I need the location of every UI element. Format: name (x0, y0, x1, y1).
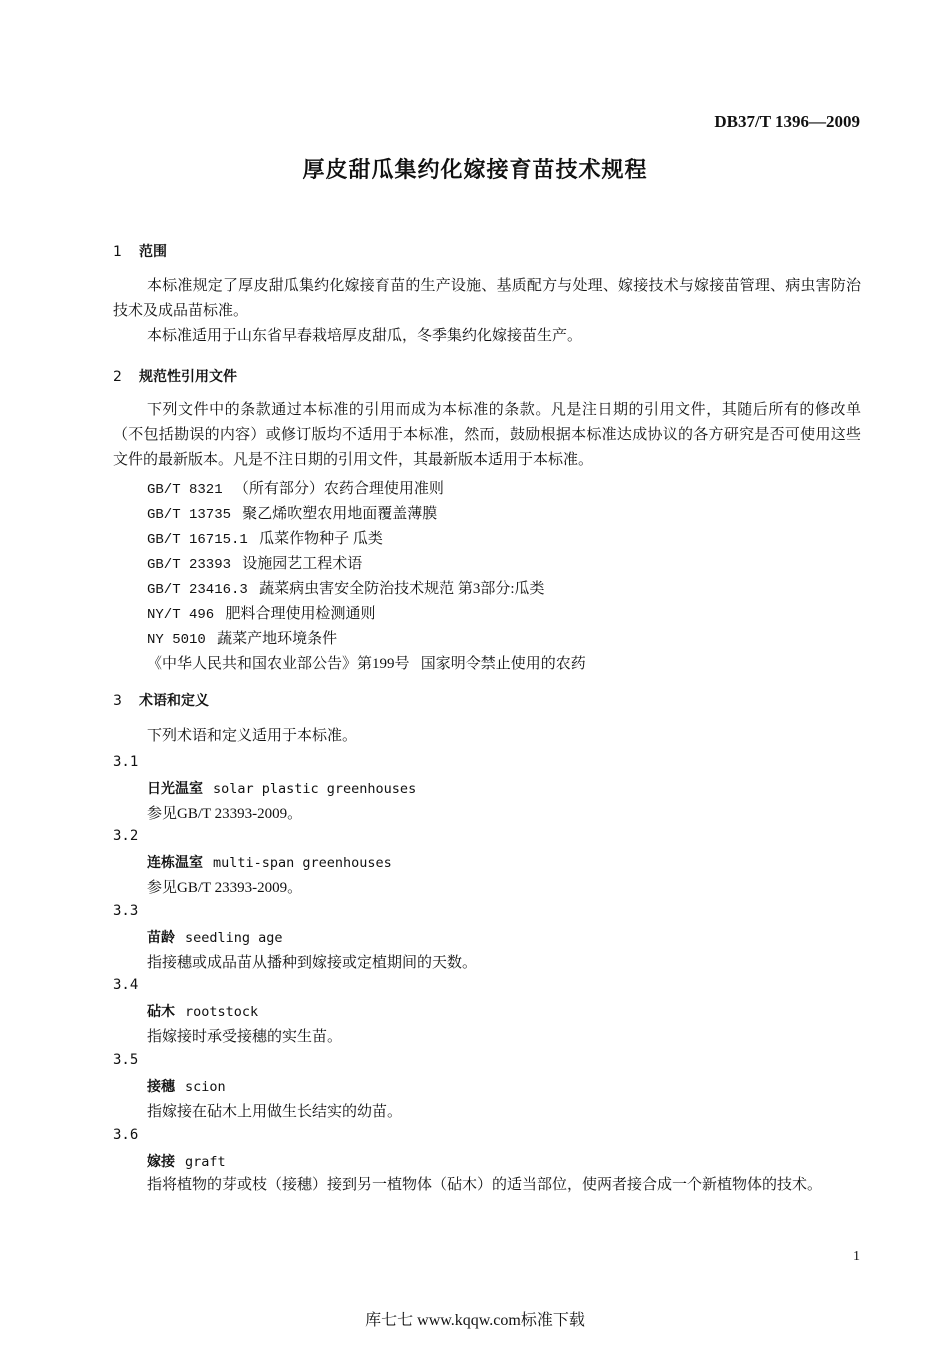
document-title: 厚皮甜瓜集约化嫁接育苗技术规程 (302, 158, 648, 183)
term-name (147, 927, 283, 947)
term-number: 3.5 (113, 1052, 139, 1068)
term-definition: 指嫁接在砧木上用做生长结实的幼苗。 (147, 1104, 403, 1120)
term-en: rootstock (185, 1004, 259, 1020)
reference-title: 蔬菜产地环境条件 (217, 631, 338, 647)
page-number: 1 (853, 1249, 860, 1264)
section-number: 3 (113, 693, 122, 709)
term-definition: 指嫁接时承受接穗的实生苗。 (147, 1029, 343, 1045)
reference-item (147, 502, 437, 523)
term-number: 3.2 (113, 828, 139, 844)
term-zh: 接穗 (147, 1079, 175, 1095)
section-3-heading (113, 690, 209, 710)
reference-title: （所有部分）农药合理使用准则 (233, 481, 444, 497)
term-en: solar plastic greenhouses (213, 781, 417, 797)
reference-item (147, 552, 362, 573)
reference-item (147, 477, 444, 498)
reference-title: 国家明令禁止使用的农药 (420, 656, 586, 672)
section-1-heading (113, 241, 167, 261)
reference-code: GB/T 8321 (147, 482, 223, 498)
term-zh: 日光温室 (147, 781, 203, 797)
section-title: 术语和定义 (139, 693, 209, 709)
section-3-intro: 下列术语和定义适用于本标准。 (147, 728, 358, 744)
reference-code: NY/T 496 (147, 607, 215, 623)
term-number: 3.1 (113, 754, 139, 770)
term-zh: 连栋温室 (147, 855, 203, 871)
term-number: 3.4 (113, 977, 139, 993)
reference-item (147, 602, 375, 623)
reference-code: GB/T 13735 (147, 507, 232, 523)
section-2-intro: 下列文件中的条款通过本标准的引用而成为本标准的条款。凡是注日期的引用文件，其随后所有的修改单（不包括勘误的内容）或修订版均不适用于本标准，然而，鼓励根据本标准达成协议的各方研究是否可使用这些文件的最新版本。凡是不注日期的引用文件，其最新版本适用于本标准。 (113, 402, 861, 468)
standard-code: DB37/T 1396—2009 (714, 112, 860, 131)
reference-code: NY 5010 (147, 632, 206, 648)
term-en: scion (185, 1079, 226, 1095)
term-definition: 指将植物的芽或枝（接穗）接到另一植物体（砧木）的适当部位，使两者接合成一个新植物体的技术。 (147, 1177, 823, 1193)
term-name (147, 778, 416, 798)
section-title: 范围 (139, 244, 167, 260)
reference-item (147, 652, 586, 673)
term-definition: 参见GB/T 23393-2009。 (147, 880, 303, 896)
reference-title: 瓜菜作物种子 瓜类 (259, 531, 383, 547)
term-name (147, 1001, 258, 1021)
section-number: 2 (113, 369, 122, 385)
reference-code: GB/T 23416.3 (147, 582, 248, 598)
term-en: seedling age (185, 930, 283, 946)
term-name (147, 1076, 226, 1096)
reference-title: 设施园艺工程术语 (242, 556, 363, 572)
reference-item (147, 577, 545, 598)
term-en: graft (185, 1154, 226, 1170)
term-name (147, 852, 392, 872)
reference-code: 《中华人民共和国农业部公告》第199号 (147, 656, 410, 672)
term-number: 3.3 (113, 903, 139, 919)
term-definition: 指接穗或成品苗从播种到嫁接或定植期间的天数。 (147, 955, 478, 971)
term-number: 3.6 (113, 1127, 139, 1143)
section-1-paragraph-2: 本标准适用于山东省早春栽培厚皮甜瓜，冬季集约化嫁接苗生产。 (147, 328, 583, 344)
section-title: 规范性引用文件 (139, 369, 237, 385)
footer-watermark: 库七七 www.kqqw.com标准下载 (365, 1312, 585, 1329)
reference-title: 聚乙烯吹塑农用地面覆盖薄膜 (242, 506, 438, 522)
reference-code: GB/T 23393 (147, 557, 232, 573)
term-definition: 参见GB/T 23393-2009。 (147, 806, 303, 822)
reference-item (147, 527, 383, 548)
term-en: multi-span greenhouses (213, 855, 392, 871)
section-2-heading (113, 366, 237, 386)
term-zh: 砧木 (147, 1004, 175, 1020)
reference-code: GB/T 16715.1 (147, 532, 248, 548)
term-name (147, 1151, 226, 1171)
reference-item (147, 627, 337, 648)
term-zh: 嫁接 (147, 1154, 175, 1170)
section-1-paragraph-1: 本标准规定了厚皮甜瓜集约化嫁接育苗的生产设施、基质配方与处理、嫁接技术与嫁接苗管理、病虫害防治技术及成品苗标准。 (113, 278, 861, 319)
reference-title: 蔬菜病虫害安全防治技术规范 第3部分:瓜类 (259, 581, 545, 597)
section-number: 1 (113, 244, 122, 260)
reference-title: 肥料合理使用检测通则 (225, 606, 376, 622)
term-zh: 苗龄 (147, 930, 175, 946)
